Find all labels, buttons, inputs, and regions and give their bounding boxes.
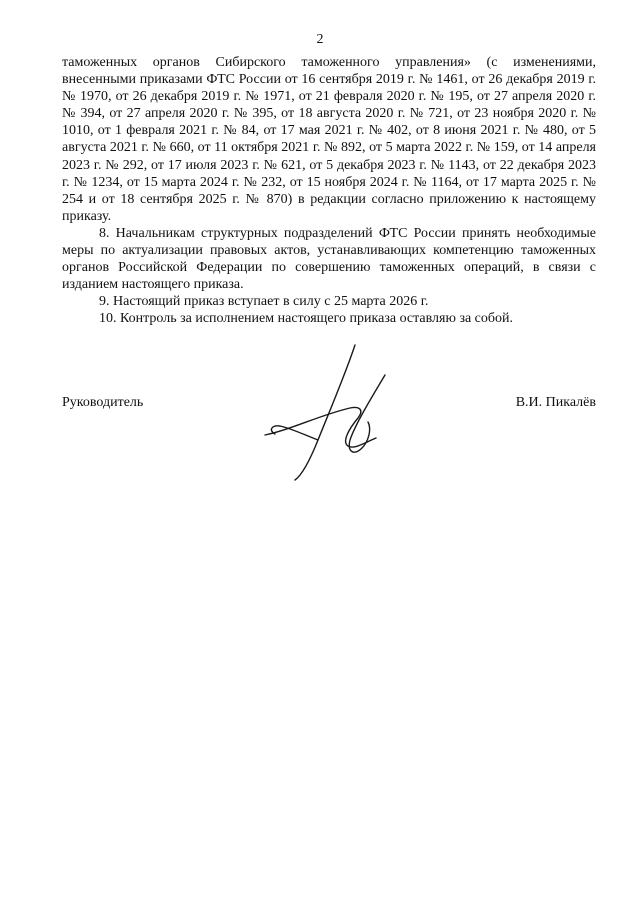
page-number: 2 (316, 32, 324, 47)
item-9-paragraph: 9. Настоящий приказ вступает в силу с 25 марта 2026 г. (99, 294, 429, 310)
item-10-paragraph: 10. Контроль за исполнением настоящего приказа оставляю за собой. (99, 311, 514, 327)
paragraph-continued: таможенных органов Сибирского таможенного управления» (с изменениями, внесенными приказами ФТС России от 16 сентября 2019 г. № 1461, от 26 декабря 2019 г. № 1970, от 26 декабря 2019 г. № 1971, от 21 февраля 2020 г. № 195, от 27 апреля 2020 г. № 394, от 27 апреля 2020 г. № 395, от 18 августа 2020 г. № 721, от 23 ноября 2020 г. № 1010, от 1 февраля 2021 г. № 84, от 17 мая 2021 г. № 402, от 8 июня 2021 г. № 480, от 5 августа 2021 г. № 660, от 11 октября 2021 г. № 892, от 5 марта 2022 г. № 159, от 14 апреля 2023 г. № 292, от 17 июля 2023 г. № 621, от 5 декабря 2023 г. № 1143, от 22 декабря 2023 г. № 1234, от 15 марта 2024 г. № 232, от 15 ноября 2024 г. № 1164, от 17 марта 2025 г. № 254 и от 18 сентября 2025 г. № 870) в редакции согласно приложению к настоящему приказу. (62, 55, 596, 224)
signer-title: Руководитель (62, 395, 144, 410)
item-8-paragraph: 8. Начальникам структурных подразделений ФТС России принять необходимые меры по актуализации правовых актов, устанавливающих компетенцию таможенных органов Российской Федерации по совершению таможенных операций, в связи с изданием настоящего приказа. (62, 225, 596, 293)
document-body (62, 54, 596, 328)
signer-name: В.И. Пикалёв (515, 395, 596, 410)
handwritten-signature-icon (250, 330, 420, 505)
